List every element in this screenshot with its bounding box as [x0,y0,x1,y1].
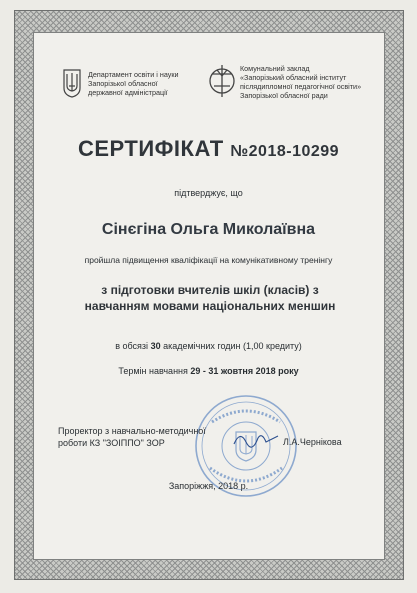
right-organization [240,64,370,100]
certificate-number: №2018-10299 [230,143,340,160]
volume-hours: 30 [150,341,161,351]
left-organization [88,70,198,97]
right-org-line: післядипломної педагогічної освіти» [240,82,362,91]
title-word: СЕРТИФІКАТ [77,136,224,161]
left-org-line: державної адміністрації [88,88,168,97]
left-org-line: Департамент освіти і науки [88,70,179,79]
signatory-title-line: Проректор з навчально-методичної [58,426,206,436]
signatory-title [58,425,206,449]
handwritten-signature [232,428,280,450]
training-description: пройшла підвищення кваліфікації на комунікативному тренінгу [84,255,333,265]
signatory-title-line: роботи КЗ "ЗОІППО" ЗОР [58,438,165,448]
certificate-title [0,136,417,162]
institute-emblem-icon [206,62,238,100]
topic-line: з підготовки вчителів шкіл (класів) з [101,283,319,297]
training-topic [60,282,360,314]
term-dates: 29 - 31 жовтня 2018 року [190,366,299,376]
right-org-line: Запорізької обласної ради [240,91,328,100]
right-org-line: «Запорізький обласний інститут [240,73,347,82]
training-term [0,366,417,376]
topic-line: навчанням мовами національних меншин [84,299,336,313]
left-org-line: Запорізької обласної [88,79,158,88]
volume-suffix: академічних годин (1,00 кредиту) [163,341,302,351]
coat-of-arms-icon [62,68,82,98]
signatory-name: Л.А.Чернікова [283,437,342,447]
recipient-name: Сінєгіна Ольга Миколаївна [101,221,316,238]
place-and-date: Запоріжжя, 2018 р. [168,481,249,491]
term-prefix: Термін навчання [118,366,188,376]
volume-prefix: в обсязі [115,341,149,351]
training-volume [0,341,417,351]
right-org-line: Комунальний заклад [240,64,310,73]
confirms-text: підтверджує, що [174,188,243,198]
